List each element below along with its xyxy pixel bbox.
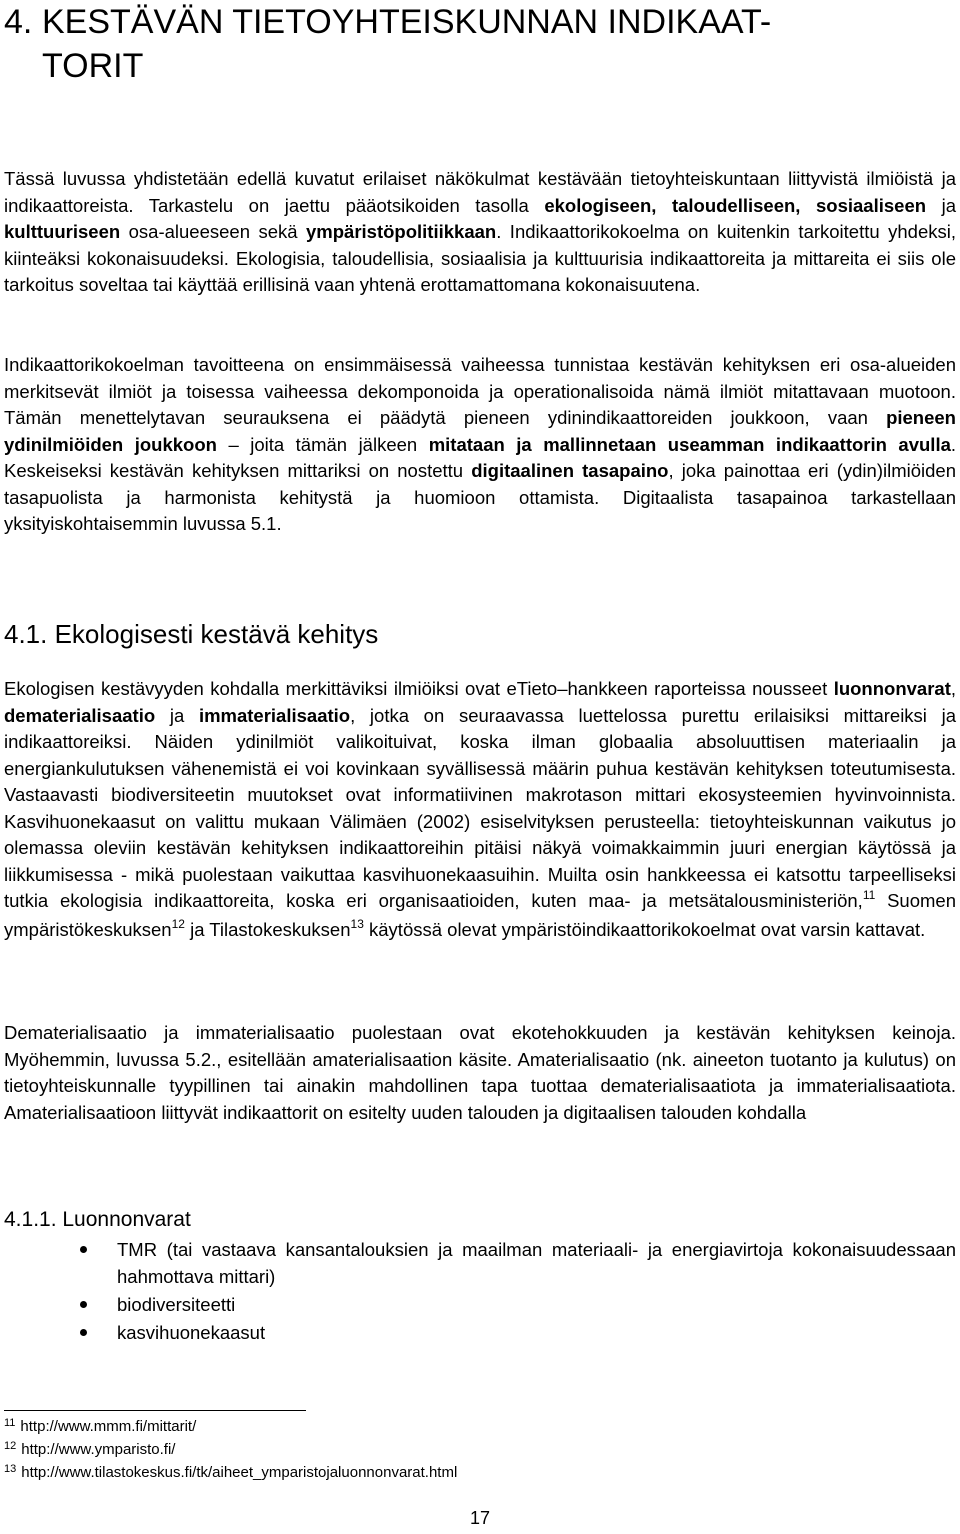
- bullet-list: [4, 1236, 956, 1347]
- chapter-title-line2: TORIT: [42, 47, 144, 85]
- list-item: [4, 1291, 956, 1318]
- text-run: Indikaattorikokoelman tavoitteena on ensimmäisessä vaiheessa tunnistaa kestävän kehityksen eri osa-alueiden merkitsevät ilmiöt ja toisessa vaiheessa dekomponoida ja operationalisoida nämä ilmiöt mitattavaan muotoon. Tämän menettelytavan seurauksena ei päädytä pieneen ydinindikaattoreiden joukkoon, vaan: [4, 354, 956, 428]
- text-run: Ekologisen kestävyyden kohdalla merkittäviksi ilmiöiksi ovat eTieto–hankkeen raporteissa nousseet: [4, 678, 834, 699]
- text-run: ,: [950, 678, 956, 699]
- footnote-ref-13[interactable]: 13: [350, 916, 364, 931]
- bold-term: ympäristöpolitiikkaan: [306, 221, 497, 242]
- text-run: , jotka on seuraavassa luettelossa purettu erilaisiksi mittareiksi ja indikaattoreiksi. Näiden ydinilmiöt valikoituivat, koska ilman globaalia absoluuttisen materiaalin ja energiankulutuksen vähenemistä ei voi kovinkaan syvällisessä määrin puhua kestävän kehityksen toteutumisesta. Vastaavasti biodiversiteetin muutokset ovat informatiivinen makrotason mittari ekosysteemien hyvinvoinnista. Kasvihuonekaasut on valittu mukaan Välimäen (2002) esiselvityksen perusteella: tietoyhteiskunnan vaikutus jo olemassa oleviin kestävän kehityksen indikaattoreihin pitäisi näkyä voimakkaimmin juuri energian käytössä ja liikkumisessa - mikä puolestaan vaikuttaa kasvihuonekaasuihin. Muilta osin hankkeessa ei katsottu tarpeelliseksi tutkia ekologisia indikaattoreita, koska eri organisaatioiden, kuten maa- ja metsätalousministeriön,: [4, 704, 957, 911]
- bold-term: ekologiseen, taloudelliseen, sosiaaliseen: [544, 194, 927, 216]
- section-paragraph-2: Dematerialisaatio ja immaterialisaatio puolestaan ovat ekotehokkuuden ja kestävän kehityksen keinoja. Myöhemmin, luvussa 5.2., esitellään amaterialisaation käsite. Amaterialisaatio (nk. aineeton tuotanto ja kulutus) on tietoyhteiskunnalle tyypillinen tai ainakin mahdollinen tapa tuottaa dematerialisaatiota ja immaterialisaatiota. Amaterialisaatioon liittyvät indikaattorit on esitelty uuden talouden ja digitaalisen talouden kohdalla: [4, 1022, 956, 1123]
- bold-term: luonnonvarat: [833, 678, 951, 699]
- footnote-ref-12[interactable]: 12: [171, 916, 185, 931]
- list-item: [4, 1319, 956, 1346]
- footnote-divider: [4, 1410, 306, 1411]
- list-item: [4, 1236, 956, 1290]
- text-run: , joka painottaa eri (ydin)ilmiöiden tasapuolista ja harmonista kehitystä ja huomioon ottamista. Digitaalista tasapainoa tarkastellaan yksityiskohtaisemmin luvussa 5.1.: [4, 460, 956, 534]
- footnote-link[interactable]: http://www.tilastokeskus.fi/tk/aiheet_ymparistojaluonnonvarat.html: [21, 1464, 458, 1481]
- footnote-number: 11: [4, 1417, 16, 1429]
- list-item-text: biodiversiteetti: [117, 1294, 236, 1315]
- text-run: . Indikaattorikokoelma on kuitenkin tarkoitettu yhdeksi, kiinteäksi kokonaisuudeksi. Ekologisia, taloudellisia, sosiaalisia ja kulttuurisia indikaattoreita ja mittareita ei siis ole tarkoitus soveltaa tai käyttää erillisinä vaan yhtenä erottamattomana kokonaisuutena.: [4, 221, 956, 295]
- list-item-text: TMR (tai vastaava kansantalouksien ja maailman materiaali- ja energiavirtoja kokonaisuudessaan hahmottava mittari): [117, 1239, 956, 1287]
- bold-term: pieneen ydinilmiöiden joukkoon: [4, 407, 956, 455]
- bullet-icon: [80, 1329, 87, 1336]
- bold-term: dematerialisaatio: [4, 704, 156, 726]
- intro-paragraph-2: [4, 352, 956, 538]
- subsection-heading: 4.1.1. Luonnonvarat: [4, 1208, 191, 1231]
- text-run: ja Tilastokeskuksen: [184, 918, 351, 940]
- footnote-ref-11[interactable]: 11: [862, 888, 876, 902]
- footnote-number: 13: [4, 1463, 17, 1475]
- chapter-title-line1: KESTÄVÄN TIETOYHTEISKUNNAN INDIKAAT-: [42, 3, 772, 41]
- text-run: – joita tämän jälkeen: [216, 433, 429, 455]
- bold-term: kulttuuriseen: [4, 221, 121, 242]
- page-number: 17: [469, 1508, 491, 1528]
- bullet-icon: [80, 1301, 87, 1308]
- text-run: ja: [155, 704, 199, 726]
- bold-term: digitaalinen tasapaino: [471, 460, 669, 481]
- bold-term: immaterialisaatio: [198, 704, 351, 726]
- chapter-number: 4.: [4, 3, 33, 41]
- footnotes: [4, 1416, 904, 1485]
- bullet-icon: [80, 1246, 87, 1253]
- text-run: osa-alueeseen sekä: [120, 221, 306, 242]
- text-run: Suomen ympäristökeskuksen: [4, 890, 956, 940]
- footnote: [4, 1416, 904, 1439]
- footnote-link[interactable]: http://www.ymparisto.fi/: [21, 1441, 176, 1458]
- footnote-link[interactable]: http://www.mmm.fi/mittarit/: [20, 1418, 197, 1435]
- footnote: [4, 1462, 904, 1485]
- chapter-title: [4, 0, 944, 88]
- section-heading: 4.1. Ekologisesti kestävä kehitys: [4, 619, 379, 649]
- text-run: ja: [926, 194, 956, 216]
- text-run: käytössä olevat ympäristöindikaattorikokoelmat ovat varsin kattavat.: [363, 918, 926, 940]
- text-run: . Keskeiseksi kestävän kehityksen mittariksi on nostettu: [4, 433, 957, 481]
- text-run: Tässä luvussa yhdistetään edellä kuvatut erilaiset näkökulmat kestävään tietoyhteiskuntaan liittyvistä ilmiöistä ja indikaattoreista. Tarkastelu on jaettu pääotsikoiden tasolla: [4, 168, 956, 216]
- footnote-number: 12: [4, 1440, 17, 1452]
- list-item-text: kasvihuonekaasut: [117, 1322, 266, 1343]
- section-paragraph-1: [4, 676, 956, 945]
- footnote: [4, 1439, 904, 1462]
- intro-paragraph-1: [4, 166, 956, 299]
- bold-term: mitataan ja mallinnetaan useamman indikaattorin avulla: [428, 433, 951, 455]
